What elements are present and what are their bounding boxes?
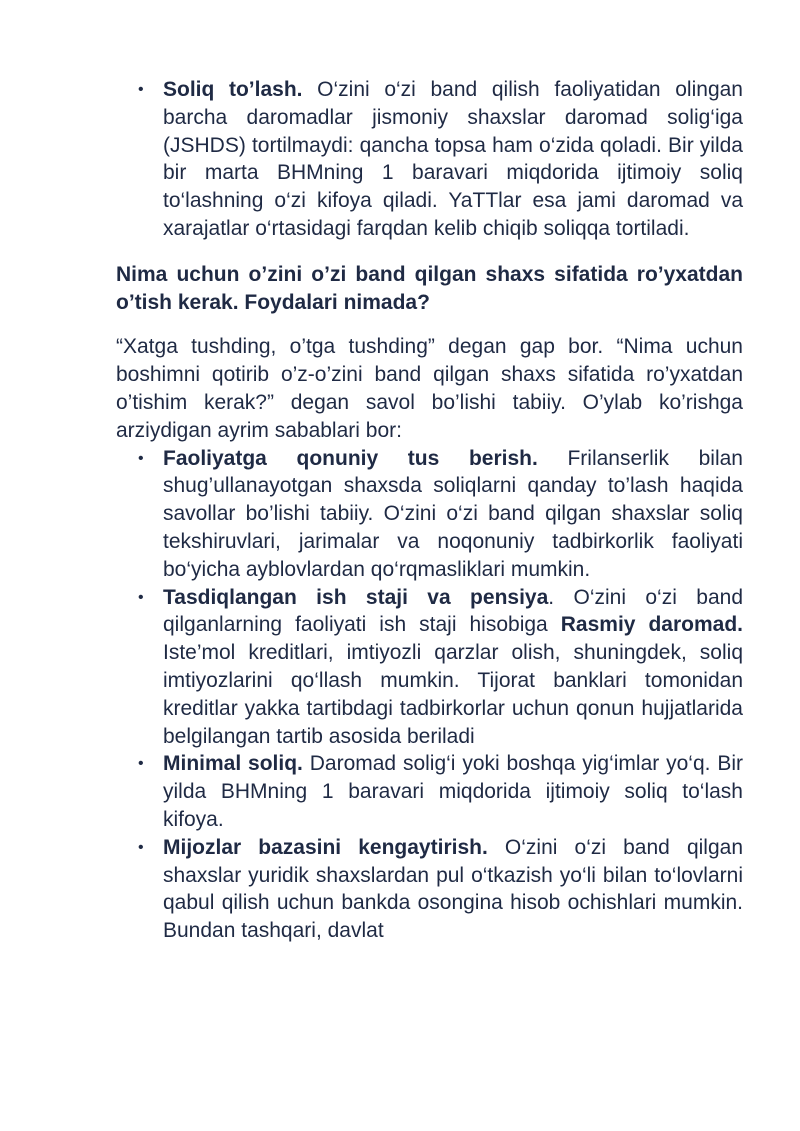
list-item-title: Faoliyatga qonuniy tus berish. (163, 446, 538, 470)
bullet-list-benefits (116, 445, 743, 945)
bullet-icon: • (138, 588, 144, 606)
list-item (116, 76, 743, 243)
bullet-icon: • (138, 449, 144, 467)
list-item (116, 584, 743, 751)
body-paragraph: “Xatga tushding, o’tga tushding” degan gap bor. “Nima uchun boshimni qotirib o’z-o’zini band qilgan shaxs sifatida ro’yxatdan o’tishim kerak?” degan savol bo’lishi tabiiy. O’ylab ko’rishga arziydigan ayrim sabablari bor: (116, 335, 743, 442)
list-item-title: Minimal soliq. (163, 752, 303, 776)
list-item-text-continued: Iste’mol kreditlari, imtiyozli qarzlar olish, shuningdek, soliq imtiyozlarini qo‘llash mumkin. Tijorat banklari tomonidan kreditlar yakka tartibdagi tadbirkorlar uchun qonun hujjatlarida belgilangan tartib asosida beriladi (163, 641, 743, 748)
list-item-title: Soliq to’lash. (163, 78, 303, 101)
list-item (116, 750, 743, 833)
bullet-icon: • (138, 755, 144, 773)
section-heading: Nima uchun o’zini o’zi band qilgan shaxs sifatida ro’yxatdan o’tish kerak. Foydalari nimada? (116, 262, 743, 314)
list-item-text: O‘zini o‘zi band qilish faoliyatidan olingan barcha daromadlar jismoniy shaxslar daromad solig‘iga (JSHDS) tortilmaydi: qancha topsa ham o‘zida qoladi. Bir yilda bir marta BHMning 1 baravari miqdorida ijtimoiy soliq to‘lashning o‘zi kifoya qiladi. YaTTlar esa jami daromad va xarajatlar o‘rtasidagi farqdan kelib chiqib soliqqa tortiladi. (163, 78, 743, 240)
list-item-text: Daromad solig‘i yoki boshqa yig‘imlar yo‘q. Bir yilda BHMning 1 baravari miqdorida ijtimoiy soliq to‘lash kifoya. (163, 752, 743, 831)
bullet-icon: • (138, 81, 144, 98)
list-item (116, 445, 743, 584)
list-item-text: Frilanserlik bilan shug’ullanayotgan shaxsda soliqlarni qanday to’lash haqida savollar bo’lishi tabiiy. O‘zini o‘zi band qilgan shaxslar soliq tekshiruvlari, jarimalar va noqonuniy tadbirkorlik faoliyati bo‘yicha ayblovlardan qo‘rqmasliklari mumkin. (163, 446, 743, 581)
list-item-title: Mijozlar bazasini kengaytirish. (163, 835, 488, 859)
bullet-icon: • (138, 838, 144, 856)
list-item-title: Tasdiqlangan ish staji va pensiya (163, 585, 549, 609)
list-item-inline-bold: Rasmiy daromad. (560, 613, 743, 637)
list-item-text: O‘zini o‘zi band qilgan shaxslar yuridik shaxslardan pul o‘tkazish yo‘li bilan to‘lovlarni qabul qilish uchun bankda osongina hisob ochishlari mumkin. Bundan tashqari, davlat (163, 835, 743, 943)
bullet-list-tax (116, 76, 743, 243)
list-item-text: . O‘zini o‘zi band qilganlarning faoliyati ish staji hisobiga (163, 585, 743, 637)
list-item (116, 834, 743, 945)
